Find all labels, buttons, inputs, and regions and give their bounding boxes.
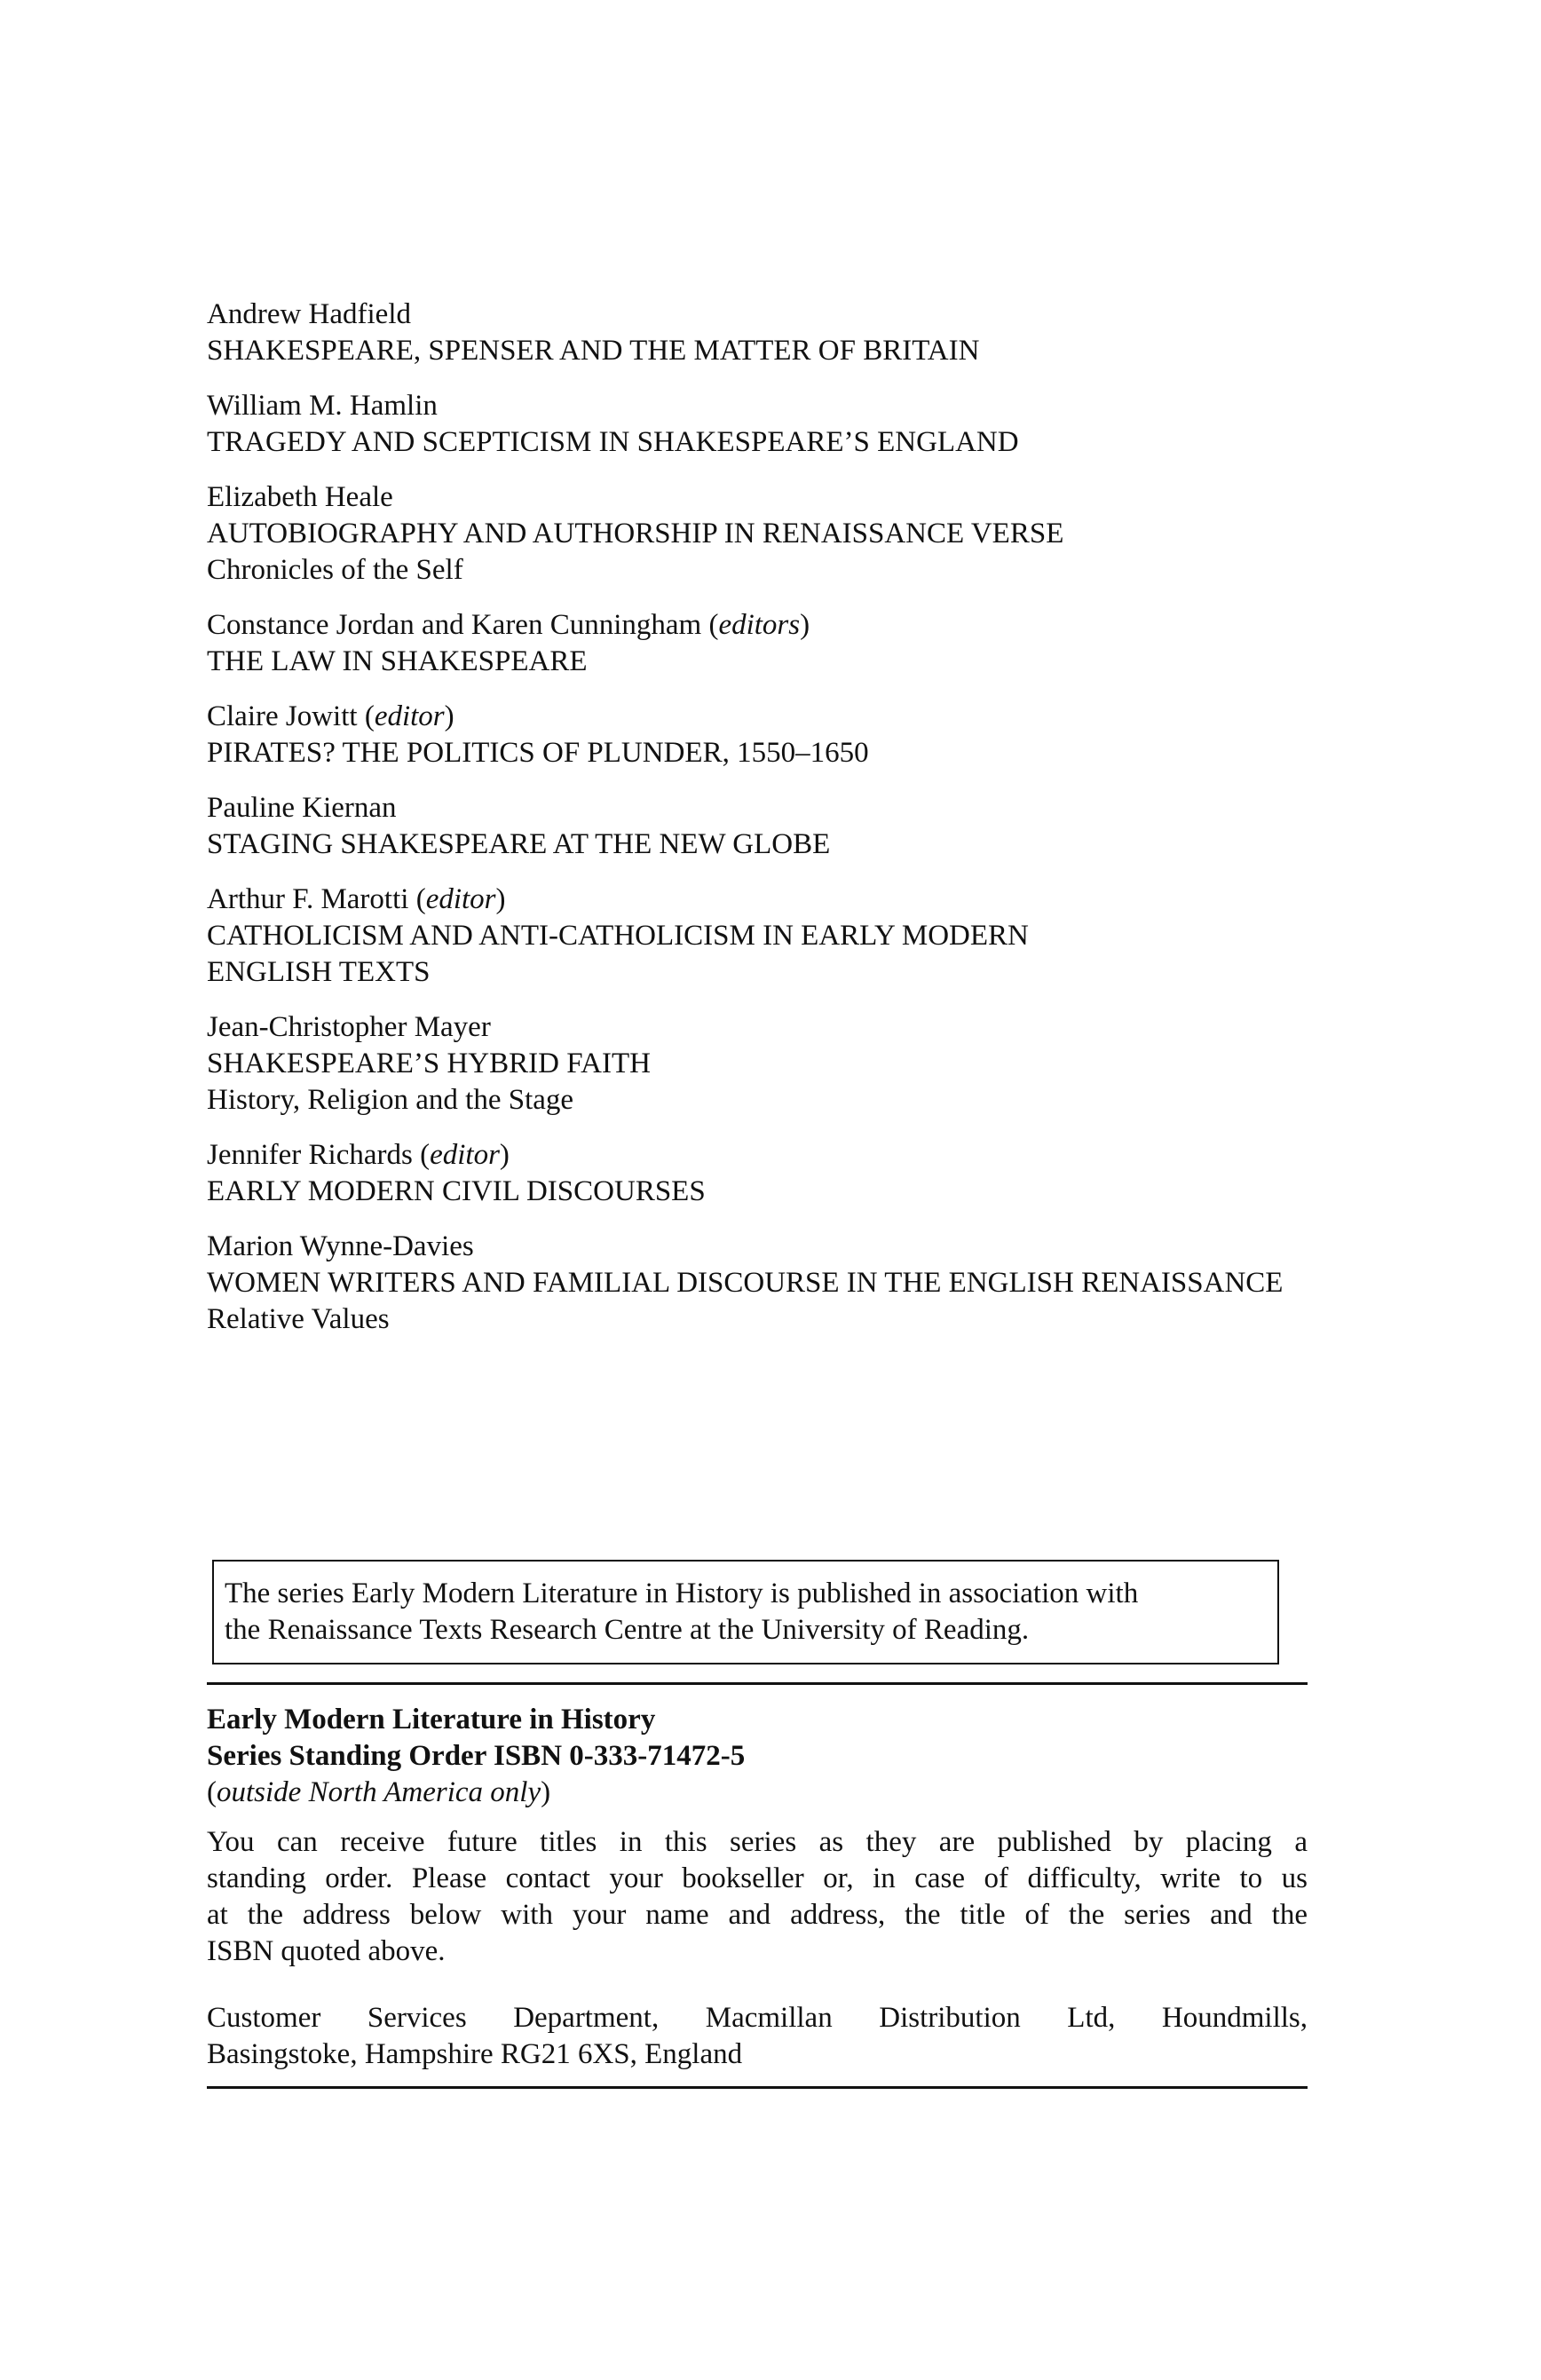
book-title: WOMEN WRITERS AND FAMILIAL DISCOURSE IN THE ENGLISH RENAISSANCE [207,1267,1284,1299]
series-notice-box [212,1560,1279,1664]
book-entry [207,699,1308,771]
book-title: THE LAW IN SHAKESPEARE [207,645,588,677]
paragraph-line: ISBN quoted above. [207,1935,446,1967]
book-title: SHAKESPEARE’S HYBRID FAITH [207,1048,651,1079]
book-title: AUTOBIOGRAPHY AND AUTHORSHIP IN RENAISSANCE VERSE [207,518,1064,550]
book-subtitle: History, Religion and the Stage [207,1084,574,1116]
author-name: Constance Jordan and Karen Cunningham [207,609,702,641]
series-name: Early Modern Literature in History [207,1704,656,1736]
author-name: Elizabeth Heale [207,481,393,513]
book-entry [207,1137,1308,1210]
divider-rule [207,2086,1308,2089]
series-info [207,1702,1308,1811]
availability-note: (outside North America only) [207,1776,551,1808]
book-subtitle: Chronicles of the Self [207,554,463,586]
author-line: Constance Jordan and Karen Cunningham (editors) [207,609,810,641]
notice-line: the Renaissance Texts Research Centre at the University of Reading. [225,1614,1030,1646]
paragraph-line: standing order. Please contact your bookseller or, in case of difficulty, write to us [207,1862,1308,1894]
author-name: Pauline Kiernan [207,792,397,824]
book-entry [207,1229,1308,1338]
editor-role: editors [718,609,801,641]
notice-line: The series Early Modern Literature in History is published in association with [225,1577,1139,1609]
author-name: Jennifer Richards [207,1139,413,1171]
author-name: William M. Hamlin [207,390,438,422]
address-line: Basingstoke, Hampshire RG21 6XS, England [207,2038,743,2070]
standing-order-paragraph [207,1824,1308,1970]
book-subtitle: Relative Values [207,1303,390,1335]
book-entry [207,388,1308,461]
book-title: SHAKESPEARE, SPENSER AND THE MATTER OF BRITAIN [207,335,980,367]
author-name: Jean-Christopher Mayer [207,1011,491,1043]
book-title: EARLY MODERN CIVIL DISCOURSES [207,1175,706,1207]
address-paragraph [207,2000,1308,2073]
paragraph-line: You can receive future titles in this series as they are published by placing a [207,1826,1308,1858]
author-line: Arthur F. Marotti (editor) [207,883,506,915]
author-name: Claire Jowitt [207,700,358,732]
book-list [207,297,1308,1356]
availability-text: outside North America only [217,1776,541,1808]
address-line: Customer Services Department, Macmillan Distribution Ltd, Houndmills, [207,2002,1308,2034]
editor-role: editor [425,883,496,915]
book-title-continued: ENGLISH TEXTS [207,956,431,988]
author-name: Arthur F. Marotti [207,883,409,915]
book-title: PIRATES? THE POLITICS OF PLUNDER, 1550–1650 [207,737,869,769]
editor-role: editor [430,1139,500,1171]
book-entry [207,297,1308,369]
book-entry [207,607,1308,680]
book-entry [207,790,1308,863]
book-entry [207,1009,1308,1119]
author-name: Andrew Hadfield [207,298,412,330]
author-line: Claire Jowitt (editor) [207,700,454,732]
series-standing-order: Series Standing Order ISBN 0-333-71472-5 [207,1740,746,1772]
author-name: Marion Wynne-Davies [207,1230,474,1262]
editor-role: editor [374,700,445,732]
paragraph-line: at the address below with your name and address, the title of the series and the [207,1899,1308,1931]
book-title: STAGING SHAKESPEARE AT THE NEW GLOBE [207,828,831,860]
book-title: TRAGEDY AND SCEPTICISM IN SHAKESPEARE’S ENGLAND [207,426,1019,458]
book-entry [207,479,1308,589]
author-line: Jennifer Richards (editor) [207,1139,510,1171]
divider-rule [207,1682,1308,1685]
book-title: CATHOLICISM AND ANTI-CATHOLICISM IN EARLY MODERN [207,920,1029,952]
book-entry [207,882,1308,991]
